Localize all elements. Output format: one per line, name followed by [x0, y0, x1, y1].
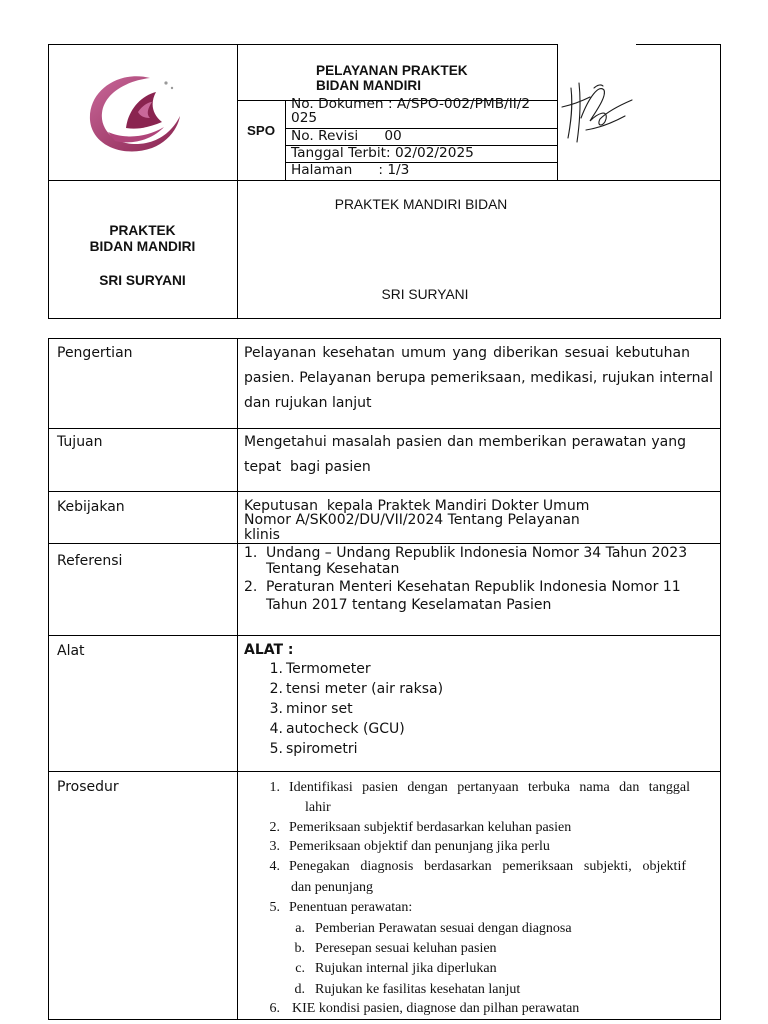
alat-item: autocheck (GCU): [286, 721, 405, 737]
referensi-label: Referensi: [57, 553, 123, 569]
row-divider: [48, 635, 721, 636]
list-number: 3.: [269, 701, 283, 717]
alat-item: tensi meter (air raksa): [286, 681, 444, 697]
clinic-logo-icon: [80, 66, 190, 158]
prosedur-step-line: KIE kondisi pasien, diagnose dan pilhan perawatan: [292, 1001, 580, 1016]
kebijakan-label: Kebijakan: [57, 499, 125, 515]
row-divider: [48, 543, 721, 544]
document-number-line: 025: [291, 110, 318, 126]
tujuan-label: Tujuan: [57, 434, 103, 450]
row-divider: [48, 491, 721, 492]
tujuan-text-line: tepat bagi pasien: [244, 459, 371, 475]
issue-date: Tanggal Terbit: 02/02/2025: [291, 145, 474, 161]
alat-label: Alat: [57, 643, 85, 659]
referensi-item-line: Tahun 2017 tentang Keselamatan Pasien: [266, 597, 552, 613]
list-number: 6.: [269, 1001, 280, 1016]
alat-item: Termometer: [286, 661, 371, 677]
kebijakan-text-line: Keputusan kepala Praktek Mandiri Dokter Umum: [244, 498, 590, 514]
cell-divider: [48, 180, 721, 181]
page-title-line: BIDAN MANDIRI: [316, 78, 421, 93]
pengertian-text-line: dan rujukan lanjut: [244, 395, 372, 411]
cell-divider: [237, 44, 238, 319]
prosedur-step-line: lahir: [305, 800, 331, 815]
revision-number: No. Revisi 00: [291, 128, 402, 144]
row-divider: [48, 428, 721, 429]
prosedur-step-line: Penentuan perawatan:: [289, 900, 413, 915]
referensi-item-line: Undang – Undang Republik Indonesia Nomor 34 Tahun 2023: [266, 545, 688, 561]
unit-title: PRAKTEK MANDIRI BIDAN: [334, 197, 508, 212]
kebijakan-text-line: klinis: [244, 527, 280, 543]
pengertian-text-line: Pelayanan kesehatan umum yang diberikan sesuai kebutuhan: [244, 345, 690, 361]
list-letter: b.: [294, 941, 305, 956]
document-number-line: No. Dokumen : A/SPO-002/PMB/II/2: [291, 96, 531, 112]
list-number: 2.: [269, 681, 283, 697]
tujuan-text-line: Mengetahui masalah pasien dan memberikan perawatan yang: [244, 434, 686, 450]
list-number: 5.: [269, 900, 280, 915]
unit-name: SRI SURYANI: [381, 287, 469, 302]
alat-item: spirometri: [286, 741, 358, 757]
signature-icon: [559, 76, 635, 146]
row-divider: [48, 771, 721, 772]
prosedur-substep: Peresepan sesuai keluhan pasien: [315, 941, 497, 956]
list-number: 1.: [244, 545, 258, 561]
list-number: 2.: [244, 579, 258, 595]
alat-heading: ALAT :: [244, 642, 294, 658]
prosedur-substep: Rujukan internal jika diperlukan: [315, 961, 497, 976]
prosedur-label: Prosedur: [57, 779, 119, 795]
list-number: 3.: [269, 839, 280, 854]
list-number: 1.: [269, 661, 283, 677]
signature-background: [558, 41, 636, 47]
page-title-line: PELAYANAN PRAKTEK: [316, 63, 468, 78]
spo-label: SPO: [246, 123, 276, 138]
list-letter: c.: [295, 961, 305, 976]
prosedur-step-line: Identifikasi pasien dengan pertanyaan terbuka nama dan tanggal: [289, 780, 690, 795]
prosedur-step-line: dan penunjang: [291, 880, 374, 895]
list-letter: a.: [295, 921, 305, 936]
list-number: 5.: [269, 741, 283, 757]
list-number: 2.: [269, 820, 280, 835]
alat-item: minor set: [286, 701, 353, 717]
pengertian-text-line: pasien. Pelayanan berupa pemeriksaan, medikasi, rujukan internal: [244, 370, 713, 386]
pengertian-label: Pengertian: [57, 345, 133, 361]
referensi-item-line: Tentang Kesehatan: [266, 561, 400, 577]
list-number: 4.: [269, 859, 280, 874]
list-number: 4.: [269, 721, 283, 737]
prosedur-step-line: Pemeriksaan objektif dan penunjang jika perlu: [289, 839, 550, 854]
organization-type-line: BIDAN MANDIRI: [89, 239, 196, 254]
referensi-item-line: Peraturan Menteri Kesehatan Republik Indonesia Nomor 11: [266, 579, 681, 595]
list-letter: d.: [294, 982, 305, 997]
page-number: Halaman : 1/3: [291, 162, 410, 178]
prosedur-step-line: Pemeriksaan subjektif berdasarkan keluhan pasien: [289, 820, 572, 835]
kebijakan-text-line: Nomor A/SK002/DU/VII/2024 Tentang Pelayanan: [244, 512, 580, 528]
organization-type-line: PRAKTEK: [109, 223, 176, 238]
organization-name: SRI SURYANI: [99, 273, 186, 288]
prosedur-step-line: Penegakan diagnosis berdasarkan pemeriksaan subjekti, objektif: [289, 859, 686, 874]
cell-divider: [557, 44, 558, 181]
cell-divider: [285, 100, 286, 181]
list-number: 1.: [269, 780, 280, 795]
prosedur-substep: Pemberian Perawatan sesuai dengan diagnosa: [315, 921, 572, 936]
cell-divider: [237, 338, 238, 1020]
prosedur-substep: Rujukan ke fasilitas kesehatan lanjut: [315, 982, 521, 997]
